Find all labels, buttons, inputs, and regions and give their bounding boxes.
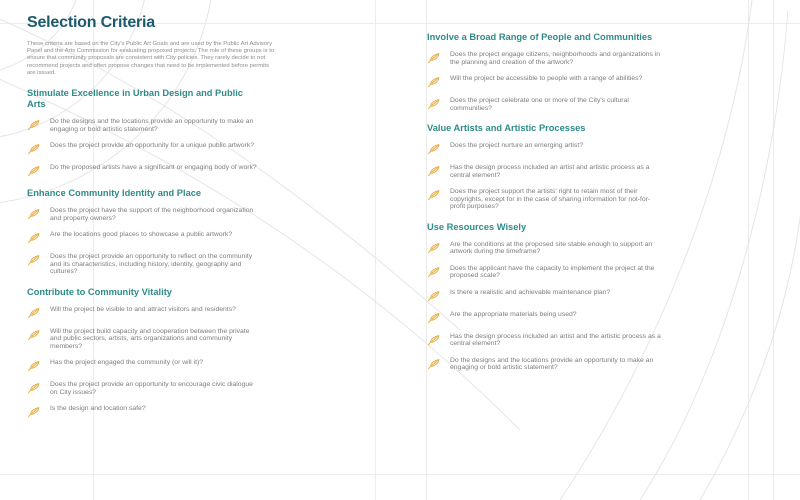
criteria-text: Does the project provide an opportunity to encourage civic dialogue on City issues?: [50, 381, 253, 396]
criteria-item: [427, 97, 677, 112]
leaf-icon: [27, 207, 41, 220]
criteria-section: [27, 88, 277, 177]
criteria-section: [427, 222, 677, 372]
criteria-text: Do the designs and the locations provide an opportunity to make an engaging or bold artistic statement?: [50, 118, 254, 133]
criteria-text: Will the project be visible to and attract visitors and residents?: [50, 305, 236, 313]
leaf-icon: [27, 306, 41, 319]
leaf-icon: [427, 75, 441, 88]
section-heading: Use Resources Wisely: [427, 221, 527, 232]
criteria-item: [27, 118, 277, 133]
criteria-list: [427, 142, 677, 211]
criteria-text: Will the project be accessible to people with a range of abilities?: [450, 75, 643, 82]
leaf-icon: [427, 241, 441, 254]
criteria-item: [427, 311, 677, 324]
criteria-text: Are the appropriate materials being used?: [450, 310, 577, 318]
leaf-icon: [427, 357, 441, 370]
leaf-icon: [27, 359, 41, 372]
criteria-section: [427, 32, 677, 112]
criteria-item: [427, 188, 677, 211]
leaf-icon: [27, 405, 41, 418]
section-heading: Value Artists and Artistic Processes: [427, 123, 586, 133]
criteria-item: [427, 164, 677, 179]
criteria-item: [427, 75, 677, 88]
criteria-text: Do the designs and the locations provide an opportunity to make an engaging or bold artistic statement?: [450, 356, 654, 371]
criteria-text: Is there a realistic and achievable maintenance plan?: [450, 288, 611, 296]
leaf-icon: [427, 97, 441, 110]
criteria-text: Does the project provide an opportunity for a unique public artwork?: [50, 142, 255, 150]
criteria-item: [427, 142, 677, 155]
criteria-list: [427, 241, 677, 372]
criteria-section: [27, 287, 277, 419]
leaf-icon: [427, 333, 441, 346]
criteria-list: [27, 118, 277, 177]
criteria-text: Does the project provide an opportunity to reflect on the community and its characteristics, including history, identity, geography and cultures?: [50, 253, 253, 276]
leaf-icon: [427, 311, 441, 324]
leaf-icon: [27, 231, 41, 244]
criteria-text: Will the project build capacity and cooperation between the private and public sectors, artists, arts organizations and community members?: [50, 327, 250, 350]
criteria-text: Has the design process included an artist and the artistic process as a central element?: [450, 332, 661, 347]
section-heading: Contribute to Community Vitality: [27, 286, 172, 297]
criteria-item: [427, 289, 677, 302]
leaf-icon: [27, 328, 41, 341]
criteria-item: [427, 333, 677, 348]
criteria-text: Does the project engage citizens, neighborhoods and organizations in the planning and creation of the artwork?: [450, 51, 661, 66]
criteria-item: [27, 306, 277, 319]
criteria-list: [27, 306, 277, 419]
section-heading: Involve a Broad Range of People and Communities: [427, 32, 653, 42]
leaf-icon: [427, 265, 441, 278]
criteria-list: [427, 51, 677, 112]
section-heading: Stimulate Excellence in Urban Design and Public Arts: [27, 88, 243, 110]
criteria-item: [427, 51, 677, 66]
leaf-icon: [27, 118, 41, 131]
leaf-icon: [27, 381, 41, 394]
criteria-list: [27, 207, 277, 276]
criteria-item: [27, 142, 277, 155]
criteria-text: Does the project nurture an emerging artist?: [450, 142, 583, 149]
criteria-text: Are the locations good places to showcase a public artwork?: [50, 231, 233, 239]
leaf-icon: [427, 164, 441, 177]
criteria-item: [27, 359, 277, 372]
criteria-item: [27, 164, 277, 177]
criteria-text: Does the project celebrate one or more of the City's cultural communities?: [450, 97, 629, 112]
criteria-text: Does the project support the artists' right to retain most of their copyrights, except for in the case of sharing information for not-for-profit purposes?: [450, 188, 651, 210]
criteria-item: [427, 241, 677, 256]
section-heading: Enhance Community Identity and Place: [27, 188, 202, 199]
criteria-text: Does the project have the support of the neighborhood organization and property owners?: [50, 207, 254, 222]
criteria-item: [427, 265, 677, 280]
leaf-icon: [427, 142, 441, 155]
column-left: [27, 13, 277, 427]
criteria-section: [427, 123, 677, 211]
criteria-text: Are the conditions at the proposed site stable enough to support an artwork during the timeframe?: [450, 240, 653, 255]
criteria-text: Is the design and location safe?: [50, 405, 146, 413]
intro-paragraph: These criteria are based on the City's Public Art Goals and are used by the Public Art Advisory Panel and the Arts Commission for evaluating proposed projects. The role of these groups is to ensure that community proposals are consistent with City policies. They rarely decide to not recommend projects and often propose changes that need to be implemented before permits are issued.: [27, 41, 275, 76]
leaf-icon: [427, 289, 441, 302]
leaf-icon: [27, 164, 41, 177]
criteria-item: [27, 207, 277, 222]
criteria-item: [27, 253, 277, 276]
criteria-text: Does the applicant have the capacity to implement the project at the proposed scale?: [450, 264, 655, 279]
leaf-icon: [427, 51, 441, 64]
leaf-icon: [27, 142, 41, 155]
page-title: Selection Criteria: [27, 14, 156, 31]
column-right: [427, 21, 677, 381]
criteria-item: [27, 381, 277, 396]
leaf-icon: [27, 253, 41, 266]
criteria-text: Has the design process included an artist and artistic process as a central element?: [450, 164, 650, 179]
criteria-section: [27, 188, 277, 276]
leaf-icon: [427, 188, 441, 201]
criteria-item: [427, 357, 677, 372]
criteria-text: Has the project engaged the community (or will it)?: [50, 359, 203, 367]
criteria-text: Do the proposed artists have a significant or engaging body of work?: [50, 164, 257, 172]
criteria-item: [27, 405, 277, 418]
criteria-item: [27, 231, 277, 244]
criteria-item: [27, 328, 277, 351]
